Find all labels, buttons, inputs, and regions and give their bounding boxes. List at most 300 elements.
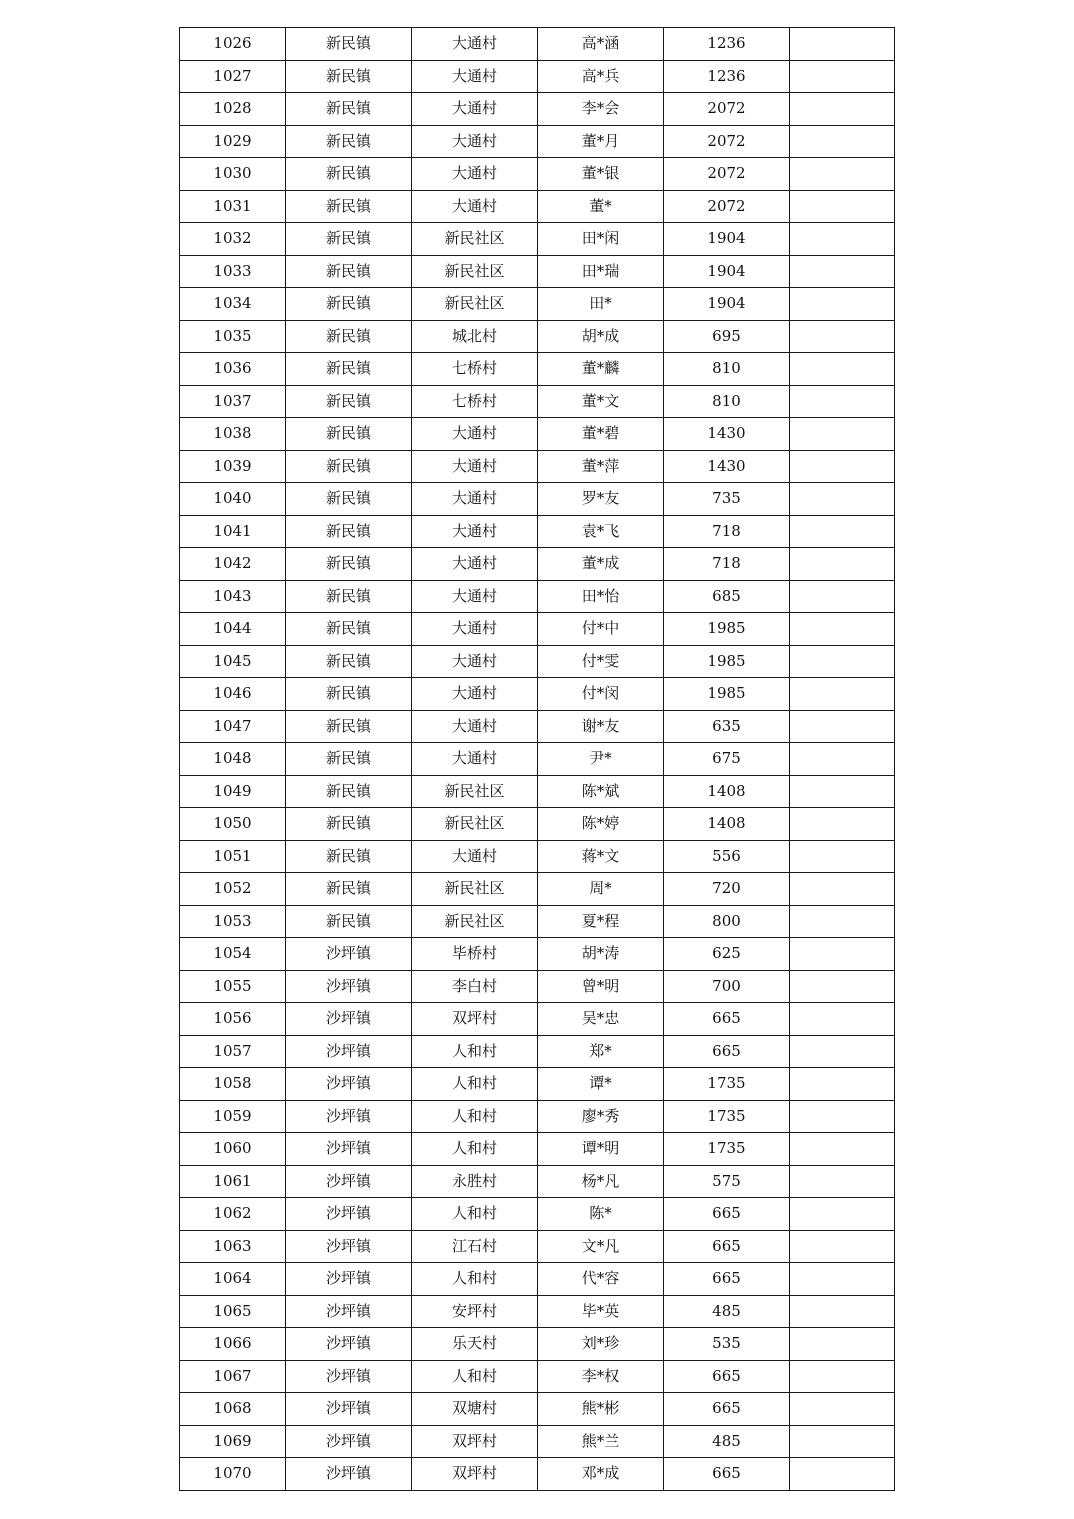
amount-cell: 2072 [664,190,790,223]
village-cell: 毕桥村 [412,938,538,971]
table-row [180,1165,895,1198]
village-cell: 新民社区 [412,288,538,321]
amount-cell: 1904 [664,223,790,256]
row-number-cell: 1067 [180,1360,286,1393]
name-cell: 李*权 [538,1360,664,1393]
village-cell: 大通村 [412,743,538,776]
row-number-cell: 1046 [180,678,286,711]
row-number-cell: 1037 [180,385,286,418]
row-number-cell: 1031 [180,190,286,223]
amount-cell: 575 [664,1165,790,1198]
row-number-cell: 1065 [180,1295,286,1328]
name-cell: 董* [538,190,664,223]
town-cell: 新民镇 [286,580,412,613]
town-cell: 新民镇 [286,288,412,321]
village-cell: 大通村 [412,158,538,191]
row-number-cell: 1066 [180,1328,286,1361]
row-number-cell: 1068 [180,1393,286,1426]
table-row [180,320,895,353]
name-cell: 董*月 [538,125,664,158]
name-cell: 袁*飞 [538,515,664,548]
row-number-cell: 1054 [180,938,286,971]
town-cell: 新民镇 [286,905,412,938]
name-cell: 谭*明 [538,1133,664,1166]
name-cell: 付*中 [538,613,664,646]
village-cell: 新民社区 [412,223,538,256]
table-row [180,1425,895,1458]
amount-cell: 685 [664,580,790,613]
table-row [180,190,895,223]
amount-cell: 675 [664,743,790,776]
town-cell: 新民镇 [286,743,412,776]
remark-cell [790,678,895,711]
remark-cell [790,1035,895,1068]
name-cell: 毕*英 [538,1295,664,1328]
name-cell: 文*凡 [538,1230,664,1263]
remark-cell [790,353,895,386]
row-number-cell: 1052 [180,873,286,906]
village-cell: 新民社区 [412,873,538,906]
remark-cell [790,255,895,288]
amount-cell: 1735 [664,1133,790,1166]
name-cell: 刘*珍 [538,1328,664,1361]
village-cell: 乐天村 [412,1328,538,1361]
village-cell: 人和村 [412,1263,538,1296]
row-number-cell: 1028 [180,93,286,126]
village-cell: 大通村 [412,28,538,61]
row-number-cell: 1062 [180,1198,286,1231]
amount-cell: 665 [664,1393,790,1426]
town-cell: 新民镇 [286,450,412,483]
name-cell: 陈*斌 [538,775,664,808]
town-cell: 沙坪镇 [286,1360,412,1393]
row-number-cell: 1026 [180,28,286,61]
remark-cell [790,1393,895,1426]
table-row [180,1393,895,1426]
table-row [180,1100,895,1133]
amount-cell: 665 [664,1360,790,1393]
amount-cell: 700 [664,970,790,1003]
name-cell: 田* [538,288,664,321]
amount-cell: 2072 [664,158,790,191]
name-cell: 谢*友 [538,710,664,743]
table-row [180,1295,895,1328]
town-cell: 新民镇 [286,158,412,191]
amount-cell: 665 [664,1458,790,1491]
row-number-cell: 1059 [180,1100,286,1133]
row-number-cell: 1030 [180,158,286,191]
village-cell: 大通村 [412,678,538,711]
remark-cell [790,1133,895,1166]
remark-cell [790,645,895,678]
village-cell: 大通村 [412,60,538,93]
village-cell: 大通村 [412,93,538,126]
table-row [180,645,895,678]
name-cell: 胡*涛 [538,938,664,971]
row-number-cell: 1044 [180,613,286,646]
table-row [180,613,895,646]
row-number-cell: 1042 [180,548,286,581]
table-row [180,353,895,386]
town-cell: 沙坪镇 [286,1295,412,1328]
town-cell: 新民镇 [286,515,412,548]
name-cell: 董*萍 [538,450,664,483]
remark-cell [790,125,895,158]
remark-cell [790,483,895,516]
name-cell: 高*涵 [538,28,664,61]
amount-cell: 2072 [664,125,790,158]
amount-cell: 485 [664,1295,790,1328]
name-cell: 杨*凡 [538,1165,664,1198]
amount-cell: 1985 [664,613,790,646]
village-cell: 大通村 [412,710,538,743]
table-row [180,808,895,841]
remark-cell [790,93,895,126]
remark-cell [790,288,895,321]
village-cell: 人和村 [412,1360,538,1393]
table-row [180,1230,895,1263]
table-row [180,288,895,321]
name-cell: 付*闵 [538,678,664,711]
town-cell: 沙坪镇 [286,1068,412,1101]
table-row [180,28,895,61]
name-cell: 陈* [538,1198,664,1231]
town-cell: 新民镇 [286,678,412,711]
village-cell: 城北村 [412,320,538,353]
name-cell: 邓*成 [538,1458,664,1491]
row-number-cell: 1040 [180,483,286,516]
row-number-cell: 1070 [180,1458,286,1491]
remark-cell [790,1230,895,1263]
table-row [180,970,895,1003]
name-cell: 尹* [538,743,664,776]
remark-cell [790,613,895,646]
town-cell: 新民镇 [286,808,412,841]
village-cell: 大通村 [412,840,538,873]
amount-cell: 1904 [664,255,790,288]
remark-cell [790,385,895,418]
name-cell: 董*成 [538,548,664,581]
village-cell: 大通村 [412,645,538,678]
amount-cell: 1408 [664,808,790,841]
town-cell: 新民镇 [286,255,412,288]
row-number-cell: 1039 [180,450,286,483]
town-cell: 沙坪镇 [286,1165,412,1198]
name-cell: 董*碧 [538,418,664,451]
table-row [180,873,895,906]
table-row [180,580,895,613]
amount-cell: 665 [664,1230,790,1263]
remark-cell [790,158,895,191]
table-row [180,385,895,418]
town-cell: 新民镇 [286,125,412,158]
row-number-cell: 1053 [180,905,286,938]
village-cell: 人和村 [412,1068,538,1101]
row-number-cell: 1027 [180,60,286,93]
remark-cell [790,1425,895,1458]
town-cell: 沙坪镇 [286,1458,412,1491]
amount-cell: 1430 [664,450,790,483]
table-row [180,93,895,126]
amount-cell: 1408 [664,775,790,808]
town-cell: 沙坪镇 [286,1198,412,1231]
table-row [180,1035,895,1068]
village-cell: 七桥村 [412,353,538,386]
remark-cell [790,1165,895,1198]
amount-cell: 556 [664,840,790,873]
row-number-cell: 1041 [180,515,286,548]
row-number-cell: 1032 [180,223,286,256]
village-cell: 人和村 [412,1198,538,1231]
town-cell: 新民镇 [286,613,412,646]
name-cell: 胡*成 [538,320,664,353]
village-cell: 双塘村 [412,1393,538,1426]
table-row [180,1458,895,1491]
village-cell: 李白村 [412,970,538,1003]
town-cell: 新民镇 [286,190,412,223]
amount-cell: 735 [664,483,790,516]
village-cell: 人和村 [412,1035,538,1068]
name-cell: 董*麟 [538,353,664,386]
remark-cell [790,60,895,93]
village-cell: 双坪村 [412,1458,538,1491]
row-number-cell: 1045 [180,645,286,678]
amount-cell: 665 [664,1003,790,1036]
amount-cell: 1735 [664,1068,790,1101]
town-cell: 新民镇 [286,28,412,61]
row-number-cell: 1033 [180,255,286,288]
remark-cell [790,28,895,61]
roster-table [179,27,895,1491]
table-row [180,60,895,93]
remark-cell [790,840,895,873]
roster-table-body [180,28,895,1491]
row-number-cell: 1058 [180,1068,286,1101]
name-cell: 夏*程 [538,905,664,938]
remark-cell [790,1068,895,1101]
amount-cell: 625 [664,938,790,971]
name-cell: 熊*兰 [538,1425,664,1458]
row-number-cell: 1029 [180,125,286,158]
town-cell: 新民镇 [286,223,412,256]
remark-cell [790,710,895,743]
town-cell: 沙坪镇 [286,1035,412,1068]
village-cell: 大通村 [412,418,538,451]
town-cell: 新民镇 [286,320,412,353]
village-cell: 江石村 [412,1230,538,1263]
name-cell: 廖*秀 [538,1100,664,1133]
name-cell: 代*容 [538,1263,664,1296]
table-row [180,548,895,581]
table-row [180,1360,895,1393]
remark-cell [790,1328,895,1361]
table-row [180,678,895,711]
table-row [180,223,895,256]
table-row [180,743,895,776]
table-row [180,418,895,451]
town-cell: 新民镇 [286,483,412,516]
name-cell: 付*雯 [538,645,664,678]
amount-cell: 1985 [664,678,790,711]
name-cell: 董*文 [538,385,664,418]
name-cell: 郑* [538,1035,664,1068]
village-cell: 新民社区 [412,775,538,808]
village-cell: 大通村 [412,483,538,516]
remark-cell [790,1360,895,1393]
table-row [180,710,895,743]
row-number-cell: 1055 [180,970,286,1003]
row-number-cell: 1043 [180,580,286,613]
amount-cell: 485 [664,1425,790,1458]
remark-cell [790,548,895,581]
table-row [180,1003,895,1036]
name-cell: 高*兵 [538,60,664,93]
village-cell: 新民社区 [412,808,538,841]
row-number-cell: 1036 [180,353,286,386]
row-number-cell: 1051 [180,840,286,873]
amount-cell: 1735 [664,1100,790,1133]
remark-cell [790,1458,895,1491]
amount-cell: 1904 [664,288,790,321]
amount-cell: 720 [664,873,790,906]
remark-cell [790,905,895,938]
table-row [180,158,895,191]
remark-cell [790,418,895,451]
town-cell: 沙坪镇 [286,1425,412,1458]
row-number-cell: 1069 [180,1425,286,1458]
amount-cell: 810 [664,353,790,386]
town-cell: 新民镇 [286,775,412,808]
village-cell: 双坪村 [412,1425,538,1458]
town-cell: 新民镇 [286,710,412,743]
table-row [180,515,895,548]
name-cell: 蒋*文 [538,840,664,873]
village-cell: 大通村 [412,190,538,223]
row-number-cell: 1050 [180,808,286,841]
row-number-cell: 1035 [180,320,286,353]
row-number-cell: 1038 [180,418,286,451]
town-cell: 新民镇 [286,645,412,678]
row-number-cell: 1047 [180,710,286,743]
remark-cell [790,1003,895,1036]
name-cell: 李*会 [538,93,664,126]
remark-cell [790,515,895,548]
table-row [180,840,895,873]
remark-cell [790,970,895,1003]
amount-cell: 1236 [664,60,790,93]
amount-cell: 1430 [664,418,790,451]
village-cell: 大通村 [412,548,538,581]
town-cell: 新民镇 [286,840,412,873]
amount-cell: 1985 [664,645,790,678]
amount-cell: 810 [664,385,790,418]
village-cell: 双坪村 [412,1003,538,1036]
town-cell: 沙坪镇 [286,1328,412,1361]
row-number-cell: 1060 [180,1133,286,1166]
name-cell: 董*银 [538,158,664,191]
name-cell: 田*闲 [538,223,664,256]
row-number-cell: 1048 [180,743,286,776]
amount-cell: 635 [664,710,790,743]
table-row [180,255,895,288]
town-cell: 沙坪镇 [286,1263,412,1296]
name-cell: 熊*彬 [538,1393,664,1426]
town-cell: 新民镇 [286,385,412,418]
village-cell: 永胜村 [412,1165,538,1198]
remark-cell [790,873,895,906]
remark-cell [790,190,895,223]
amount-cell: 695 [664,320,790,353]
name-cell: 吴*忠 [538,1003,664,1036]
row-number-cell: 1064 [180,1263,286,1296]
remark-cell [790,1263,895,1296]
remark-cell [790,223,895,256]
name-cell: 田*怡 [538,580,664,613]
town-cell: 新民镇 [286,60,412,93]
town-cell: 沙坪镇 [286,970,412,1003]
remark-cell [790,808,895,841]
remark-cell [790,320,895,353]
name-cell: 田*瑞 [538,255,664,288]
table-row [180,1198,895,1231]
amount-cell: 718 [664,515,790,548]
row-number-cell: 1034 [180,288,286,321]
amount-cell: 665 [664,1263,790,1296]
remark-cell [790,775,895,808]
amount-cell: 2072 [664,93,790,126]
name-cell: 陈*婷 [538,808,664,841]
village-cell: 人和村 [412,1100,538,1133]
town-cell: 新民镇 [286,873,412,906]
town-cell: 新民镇 [286,93,412,126]
table-row [180,125,895,158]
village-cell: 新民社区 [412,905,538,938]
village-cell: 人和村 [412,1133,538,1166]
village-cell: 七桥村 [412,385,538,418]
name-cell: 罗*友 [538,483,664,516]
village-cell: 安坪村 [412,1295,538,1328]
village-cell: 大通村 [412,515,538,548]
town-cell: 沙坪镇 [286,938,412,971]
town-cell: 沙坪镇 [286,1100,412,1133]
village-cell: 大通村 [412,450,538,483]
town-cell: 新民镇 [286,548,412,581]
table-row [180,1328,895,1361]
remark-cell [790,743,895,776]
name-cell: 曾*明 [538,970,664,1003]
town-cell: 沙坪镇 [286,1393,412,1426]
table-row [180,905,895,938]
row-number-cell: 1061 [180,1165,286,1198]
amount-cell: 718 [664,548,790,581]
table-row [180,450,895,483]
row-number-cell: 1057 [180,1035,286,1068]
table-row [180,1263,895,1296]
remark-cell [790,1100,895,1133]
remark-cell [790,938,895,971]
name-cell: 周* [538,873,664,906]
amount-cell: 665 [664,1198,790,1231]
row-number-cell: 1063 [180,1230,286,1263]
table-row [180,483,895,516]
row-number-cell: 1056 [180,1003,286,1036]
town-cell: 新民镇 [286,353,412,386]
amount-cell: 1236 [664,28,790,61]
remark-cell [790,1295,895,1328]
village-cell: 新民社区 [412,255,538,288]
amount-cell: 535 [664,1328,790,1361]
town-cell: 沙坪镇 [286,1230,412,1263]
